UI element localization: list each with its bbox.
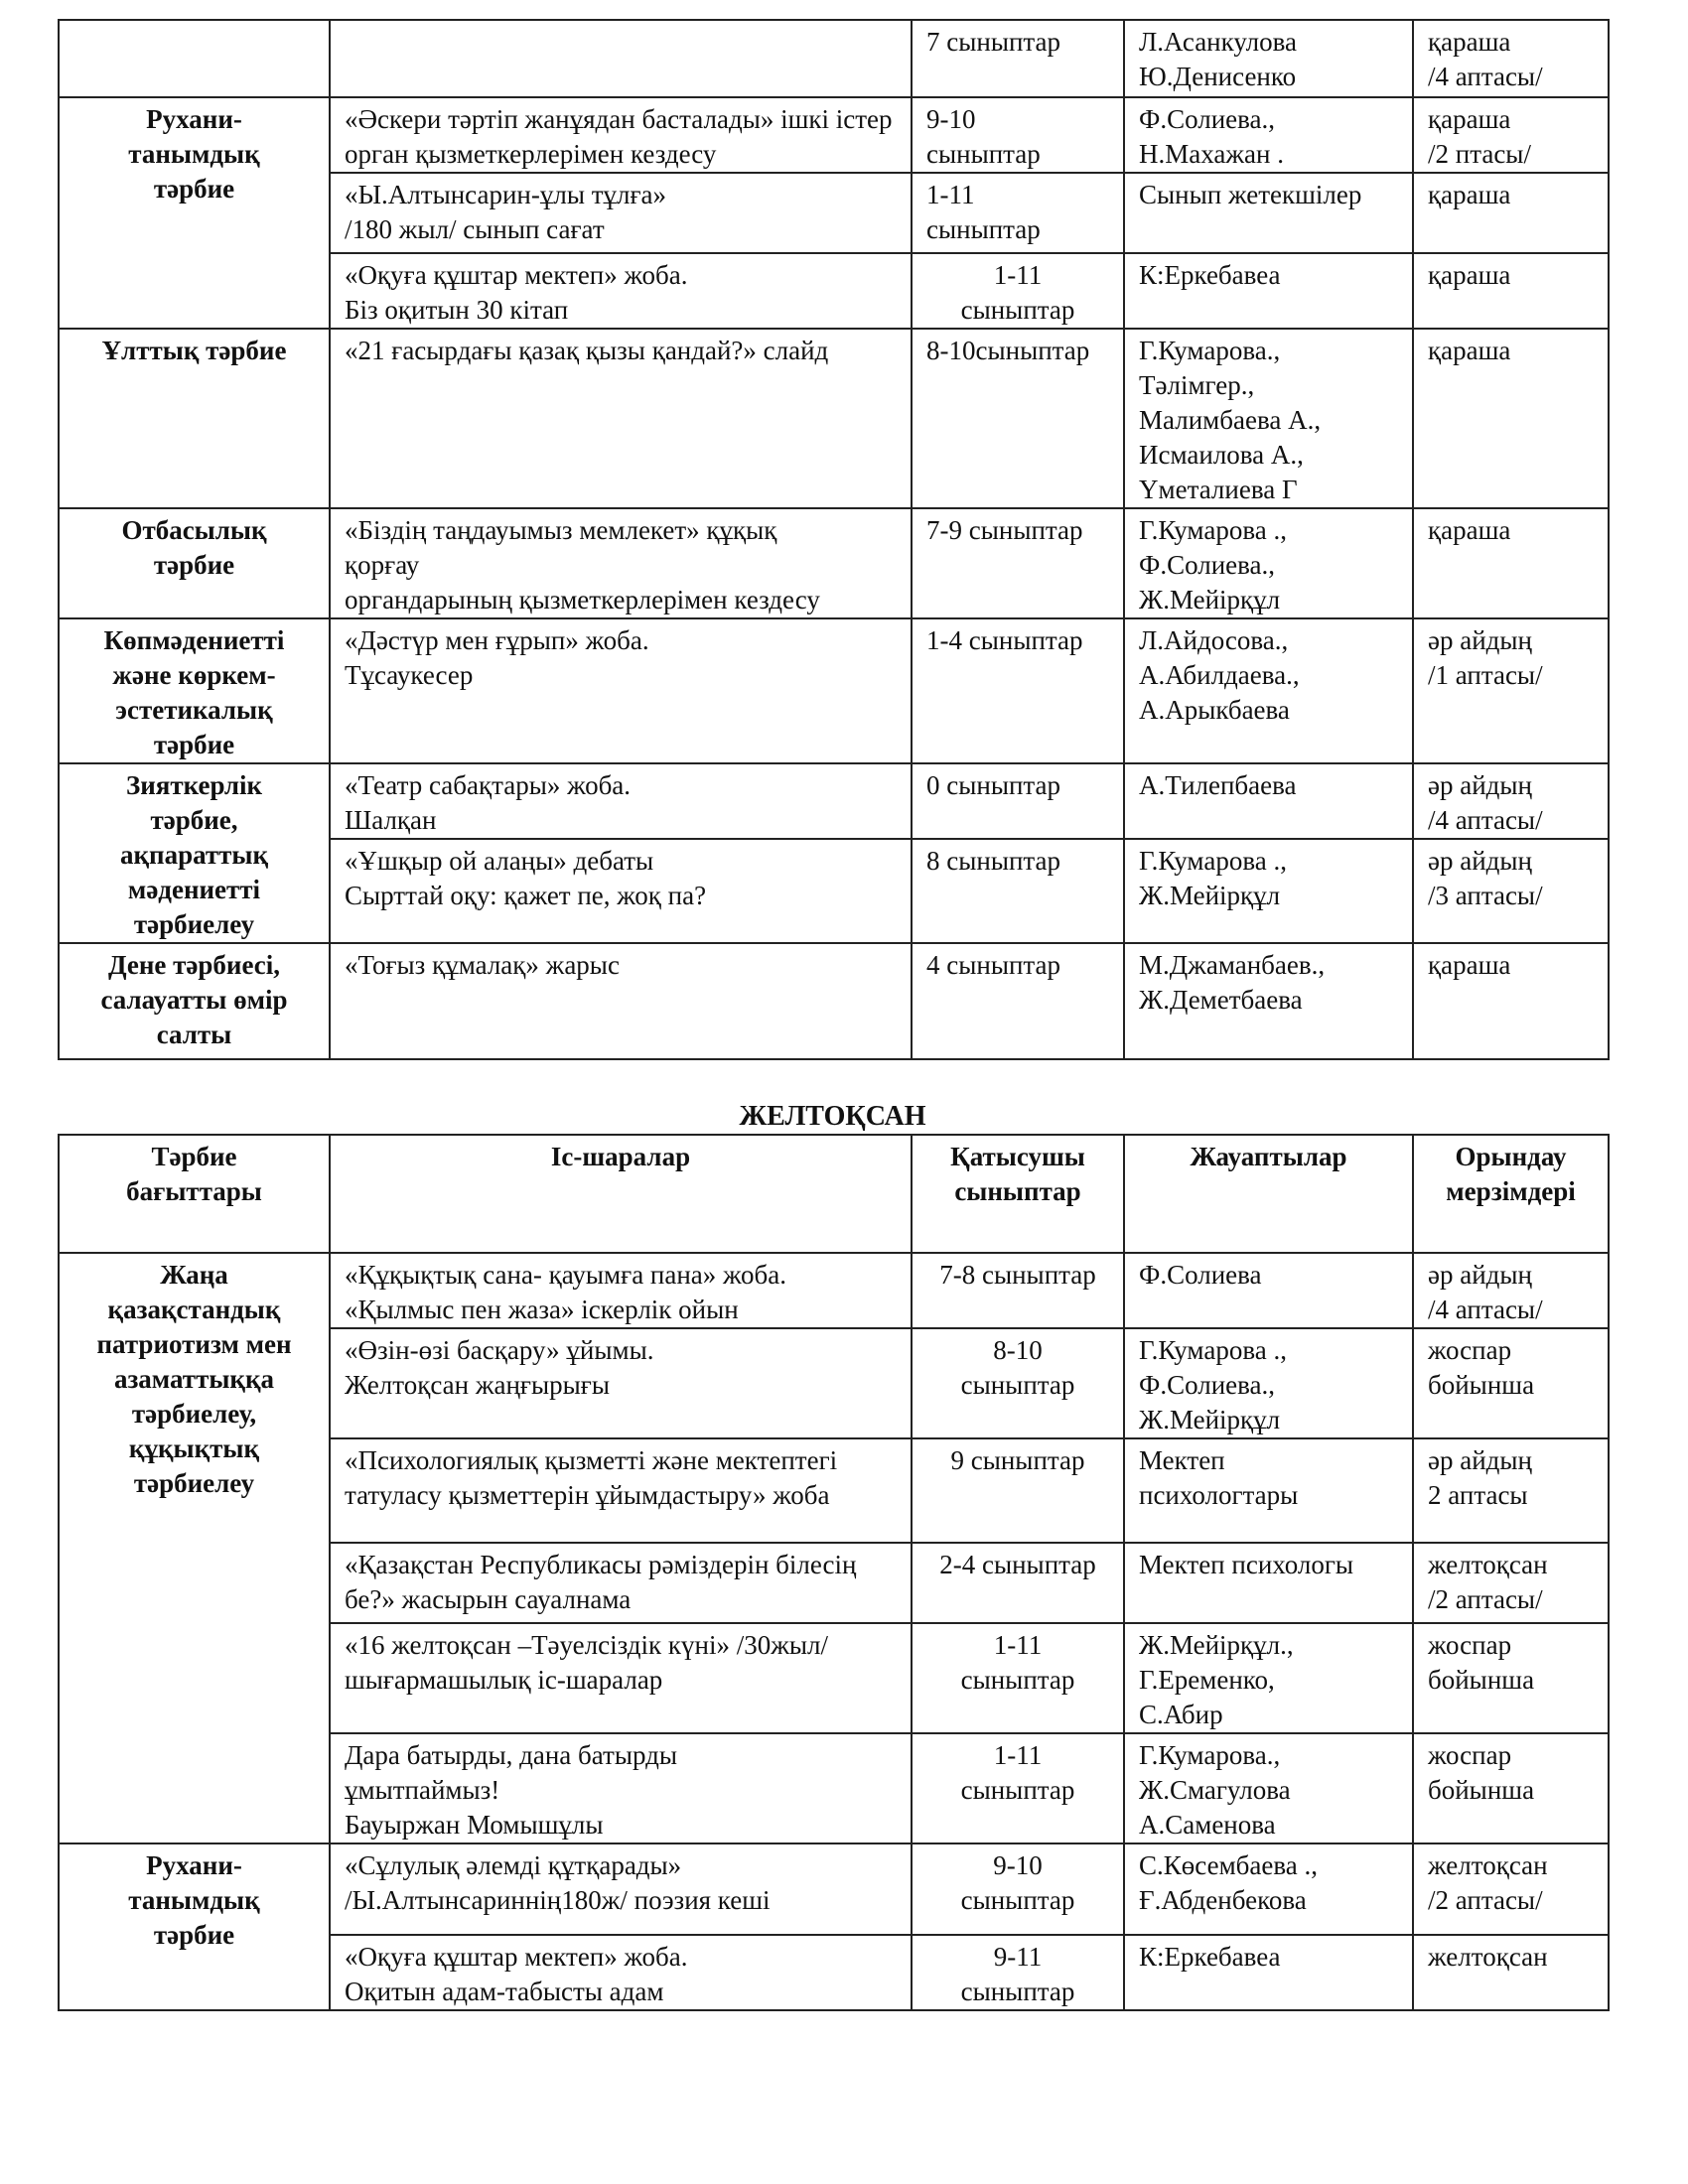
classes-cell: 7-9 сыныптар	[912, 508, 1124, 618]
classes-cell: 9-11 сыныптар	[912, 1935, 1124, 2010]
classes-cell: 9 сыныптар	[912, 1438, 1124, 1543]
december-plan-table	[58, 1134, 1610, 2011]
deadline-cell: әр айдың 2 аптасы	[1413, 1438, 1609, 1543]
responsible-cell: Г.Кумарова., Тәлімгер., Малимбаева А., Исмаилова А., Үметалиева Г	[1124, 329, 1413, 508]
responsible-cell: Мектеп психологтары	[1124, 1438, 1413, 1543]
activity-cell: «Сұлулық әлемді құтқарады» /Ы.Алтынсариннің180ж/ поэзия кеші	[330, 1843, 912, 1935]
classes-cell: 1-4 сыныптар	[912, 618, 1124, 763]
activity-cell: «16 желтоқсан –Тәуелсіздік күні» /30жыл/ шығармашылық іс-шаралар	[330, 1623, 912, 1733]
activity-cell: «Оқуға құштар мектеп» жоба. Біз оқитын 30 кітап	[330, 253, 912, 329]
classes-cell: 9-10 сыныптар	[912, 97, 1124, 173]
responsible-cell: С.Көсембаева ., Ғ.Абденбекова	[1124, 1843, 1413, 1935]
direction-cell: Зияткерлік тәрбие, ақпараттық мәдениетті тәрбиелеу	[59, 763, 330, 943]
table-row	[59, 943, 1609, 1059]
direction-cell: Ұлттық тәрбие	[59, 329, 330, 508]
classes-cell: 2-4 сыныптар	[912, 1543, 1124, 1623]
classes-cell: 7 сыныптар	[912, 20, 1124, 97]
responsible-cell: Ф.Солиева., Н.Махажан .	[1124, 97, 1413, 173]
classes-cell: 7-8 сыныптар	[912, 1253, 1124, 1328]
table-row	[59, 508, 1609, 618]
activity-cell: «Психологиялық қызметті және мектептегі татуласу қызметтерін ұйымдастыру» жоба	[330, 1438, 912, 1543]
responsible-cell: Сынып жетекшілер	[1124, 173, 1413, 253]
responsible-cell: Мектеп психологы	[1124, 1543, 1413, 1623]
activity-cell: «Тоғыз құмалақ» жарыс	[330, 943, 912, 1059]
responsible-cell: К:Еркебавеа	[1124, 1935, 1413, 2010]
responsible-cell: К:Еркебавеа	[1124, 253, 1413, 329]
responsible-cell: Л.Айдосова., А.Абилдаева., А.Арыкбаева	[1124, 618, 1413, 763]
deadline-cell: қараша	[1413, 329, 1609, 508]
deadline-cell: қараша	[1413, 253, 1609, 329]
responsible-cell: Г.Кумарова., Ж.Смагулова А.Саменова	[1124, 1733, 1413, 1843]
table-row	[59, 1843, 1609, 1935]
activity-cell: «Өзін-өзі басқару» ұйымы. Желтоқсан жаңғырығы	[330, 1328, 912, 1438]
direction-cell: Дене тәрбиесі, салауатты өмір салты	[59, 943, 330, 1059]
activity-cell: «Біздің таңдауымыз мемлекет» құқық қорғау органдарының қызметкерлерімен кездесу	[330, 508, 912, 618]
table-row	[59, 763, 1609, 839]
deadline-cell: әр айдың /1 аптасы/	[1413, 618, 1609, 763]
classes-cell: 1-11 сыныптар	[912, 253, 1124, 329]
table-row	[59, 1253, 1609, 1328]
direction-cell: Көпмәдениетті және көркем- эстетикалық тәрбие	[59, 618, 330, 763]
classes-cell: 9-10 сыныптар	[912, 1843, 1124, 1935]
table-row	[59, 329, 1609, 508]
activity-cell: «Театр сабақтары» жоба. Шалқан	[330, 763, 912, 839]
deadline-cell: жоспар бойынша	[1413, 1328, 1609, 1438]
activity-cell: «Қазақстан Республикасы рәміздерін білесің бе?» жасырын сауалнама	[330, 1543, 912, 1623]
classes-cell: 0 сыныптар	[912, 763, 1124, 839]
table-row	[59, 618, 1609, 763]
deadline-cell: жоспар бойынша	[1413, 1623, 1609, 1733]
classes-cell: 1-11 сыныптар	[912, 1733, 1124, 1843]
deadline-cell: әр айдың /4 аптасы/	[1413, 763, 1609, 839]
activity-cell: «Оқуға құштар мектеп» жоба. Оқитын адам-табысты адам	[330, 1935, 912, 2010]
header-direction: Тәрбие бағыттары	[59, 1135, 330, 1253]
deadline-cell: желтоқсан /2 аптасы/	[1413, 1543, 1609, 1623]
direction-cell: Рухани- танымдық тәрбие	[59, 97, 330, 329]
responsible-cell: Л.Асанкулова Ю.Денисенко	[1124, 20, 1413, 97]
activity-cell: «21 ғасырдағы қазақ қызы қандай?» слайд	[330, 329, 912, 508]
deadline-cell: желтоқсан /2 аптасы/	[1413, 1843, 1609, 1935]
header-classes: Қатысушы сыныптар	[912, 1135, 1124, 1253]
direction-cell: Жаңа қазақстандық патриотизм мен азаматтыққа тәрбиелеу, құқықтық тәрбиелеу	[59, 1253, 330, 1843]
responsible-cell: Г.Кумарова ., Ф.Солиева., Ж.Мейірқұл	[1124, 1328, 1413, 1438]
header-deadline: Орындау мерзімдері	[1413, 1135, 1609, 1253]
classes-cell: 1-11 сыныптар	[912, 173, 1124, 253]
responsible-cell: А.Тилепбаева	[1124, 763, 1413, 839]
direction-cell: Отбасылық тәрбие	[59, 508, 330, 618]
classes-cell: 8-10сыныптар	[912, 329, 1124, 508]
november-plan-table	[58, 19, 1610, 1060]
activity-cell: «Ұшқыр ой алаңы» дебаты Сырттай оқу: қажет пе, жоқ па?	[330, 839, 912, 943]
activity-cell: Дара батырды, дана батырды ұмытпаймыз! Бауыржан Момышұлы	[330, 1733, 912, 1843]
responsible-cell: Г.Кумарова ., Ф.Солиева., Ж.Мейірқұл	[1124, 508, 1413, 618]
responsible-cell: Ж.Мейірқұл., Г.Ерeменко, С.Абир	[1124, 1623, 1413, 1733]
deadline-cell: қараша /2 птасы/	[1413, 97, 1609, 173]
activity-cell	[330, 20, 912, 97]
activity-cell: «Әскери тәртіп жанұядан басталады» ішкі істер орган қызметкерлерімен кездесу	[330, 97, 912, 173]
direction-cell	[59, 20, 330, 97]
deadline-cell: қараша /4 аптасы/	[1413, 20, 1609, 97]
activity-cell: «Ы.Алтынсарин-ұлы тұлға» /180 жыл/ сынып сағат	[330, 173, 912, 253]
table-row	[59, 97, 1609, 173]
deadline-cell: әр айдың /4 аптасы/	[1413, 1253, 1609, 1328]
deadline-cell: желтоқсан	[1413, 1935, 1609, 2010]
deadline-cell: қараша	[1413, 508, 1609, 618]
deadline-cell: қараша	[1413, 173, 1609, 253]
classes-cell: 4 сыныптар	[912, 943, 1124, 1059]
header-activity: Іс-шаралар	[330, 1135, 912, 1253]
activity-cell: «Дәстүр мен ғұрып» жоба. Тұсаукесер	[330, 618, 912, 763]
table-row	[59, 20, 1609, 97]
deadline-cell: әр айдың /3 аптасы/	[1413, 839, 1609, 943]
responsible-cell: Г.Кумарова ., Ж.Мейірқұл	[1124, 839, 1413, 943]
header-row	[59, 1135, 1609, 1253]
classes-cell: 1-11 сыныптар	[912, 1623, 1124, 1733]
deadline-cell: жоспар бойынша	[1413, 1733, 1609, 1843]
classes-cell: 8 сыныптар	[912, 839, 1124, 943]
direction-cell: Рухани- танымдық тәрбие	[59, 1843, 330, 2010]
activity-cell: «Құқықтық сана- қауымға пана» жоба. «Қылмыс пен жаза» іскерлік ойын	[330, 1253, 912, 1328]
deadline-cell: қараша	[1413, 943, 1609, 1059]
responsible-cell: М.Джаманбаев., Ж.Деметбаева	[1124, 943, 1413, 1059]
header-responsible: Жауаптылар	[1124, 1135, 1413, 1253]
classes-cell: 8-10 сыныптар	[912, 1328, 1124, 1438]
section-title: ЖЕЛТОҚСАН	[739, 1101, 926, 1132]
responsible-cell: Ф.Солиева	[1124, 1253, 1413, 1328]
